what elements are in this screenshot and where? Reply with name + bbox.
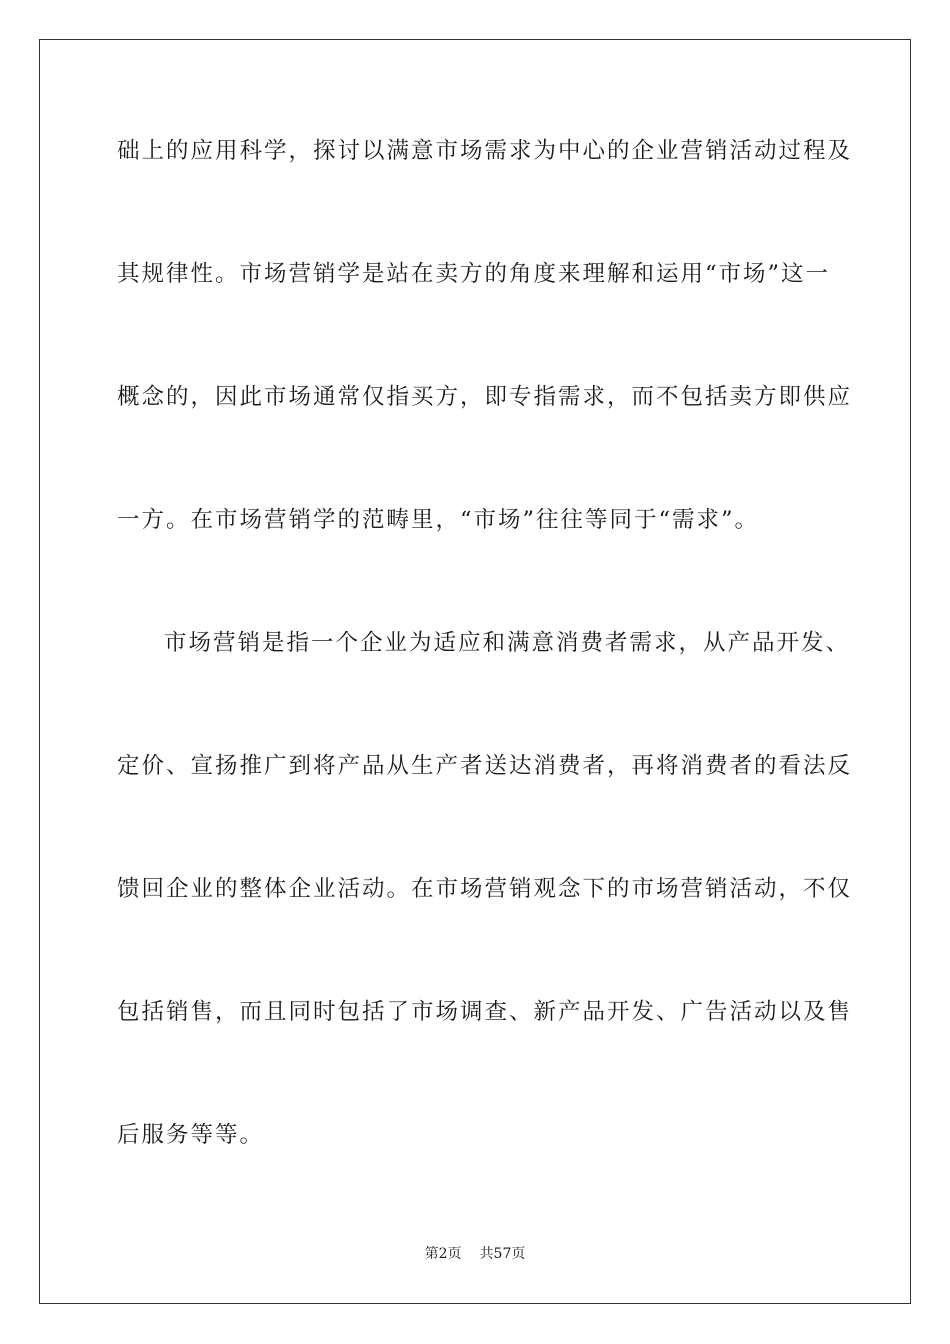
paragraph-line: 其规律性。市场营销学是站在卖方的角度来理解和运用“市场”这一 [117,261,831,287]
current-page-number: 第2页 [424,1246,462,1262]
total-page-count: 共57页 [479,1246,526,1262]
paragraph-line: 后服务等等。 [117,1122,265,1148]
paragraph-line: 市场营销是指一个企业为适应和满意消费者需求，从产品开发、 [164,630,851,656]
paragraph-line: 定价、宣扬推广到将产品从生产者送达消费者，再将消费者的看法反 [117,753,853,779]
page-footer [0,1244,950,1264]
paragraph-line: 概念的，因此市场通常仅指买方，即专指需求，而不包括卖方即供应 [117,384,853,410]
paragraph-line: 包括销售，而且同时包括了市场调查、新产品开发、广告活动以及售 [117,999,853,1025]
paragraph-line: 馈回企业的整体企业活动。在市场营销观念下的市场营销活动，不仅 [117,876,853,902]
paragraph-line: 一方。在市场营销学的范畴里，“市场”往往等同于“需求”。 [117,507,760,533]
paragraph-line: 础上的应用科学，探讨以满意市场需求为中心的企业营销活动过程及 [117,138,853,164]
